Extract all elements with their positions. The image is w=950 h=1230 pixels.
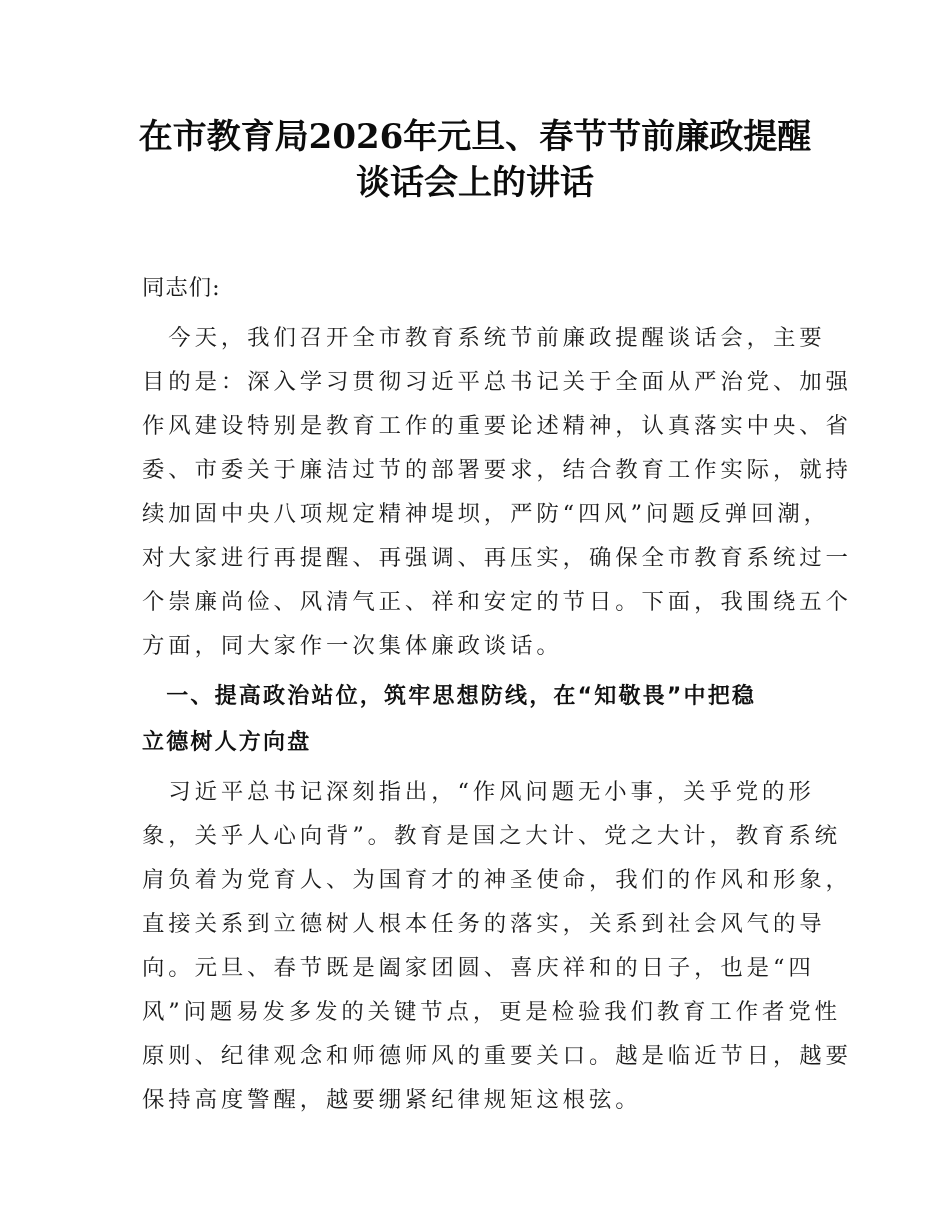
paragraph-line: 目的是：深入学习贯彻习近平总书记关于全面从严治党、加强 — [142, 369, 852, 395]
paragraph-line: 习近平总书记深刻指出，“作风问题无小事，关乎党的形 — [142, 779, 815, 805]
paragraph-line: 肩负着为党育人、为国育才的神圣使命，我们的作风和形象， — [142, 867, 852, 893]
paragraph-line: 作风建设特别是教育工作的重要论述精神，认真落实中央、省 — [142, 413, 852, 439]
paragraph-line: 续加固中央八项规定精神堤坝，严防“四风”问题反弹回潮， — [142, 501, 830, 527]
document-title-line-2: 谈话会上的讲话 — [356, 163, 594, 203]
heading-line: 立德树人方向盘 — [142, 730, 312, 755]
paragraph-line: 象，关乎人心向背”。教育是国之大计、党之大计，教育系统 — [142, 823, 841, 849]
paragraph-line: 保持高度警醒，越要绷紧纪律规矩这根弦。 — [142, 1087, 642, 1113]
paragraph-line: 个崇廉尚俭、风清气正、祥和安定的节日。下面，我围绕五个 — [142, 589, 852, 615]
paragraph-line: 向。元旦、春节既是阖家团圆、喜庆祥和的日子，也是“四 — [142, 955, 815, 981]
heading-line: 一、提高政治站位，筑牢思想防线，在“知敬畏”中把稳 — [142, 684, 757, 709]
document-title-line-1: 在市教育局2026年元旦、春节节前廉政提醒 — [138, 117, 812, 157]
paragraph-line: 对大家进行再提醒、再强调、再压实，确保全市教育系统过一 — [142, 545, 852, 571]
paragraph-line: 原则、纪律观念和师德师风的重要关口。越是临近节日，越要 — [142, 1043, 852, 1069]
paragraph-line: 方面，同大家作一次集体廉政谈话。 — [142, 633, 563, 659]
paragraph-line: 直接关系到立德树人根本任务的落实，关系到社会风气的导 — [142, 911, 826, 937]
paragraph-line: 委、市委关于廉洁过节的部署要求，结合教育工作实际，就持 — [142, 457, 852, 483]
paragraph-line: 风”问题易发多发的关键节点，更是检验我们教育工作者党性 — [142, 999, 841, 1025]
salutation: 同志们: — [142, 275, 221, 301]
paragraph-line: 今天，我们召开全市教育系统节前廉政提醒谈话会，主要 — [142, 325, 826, 351]
